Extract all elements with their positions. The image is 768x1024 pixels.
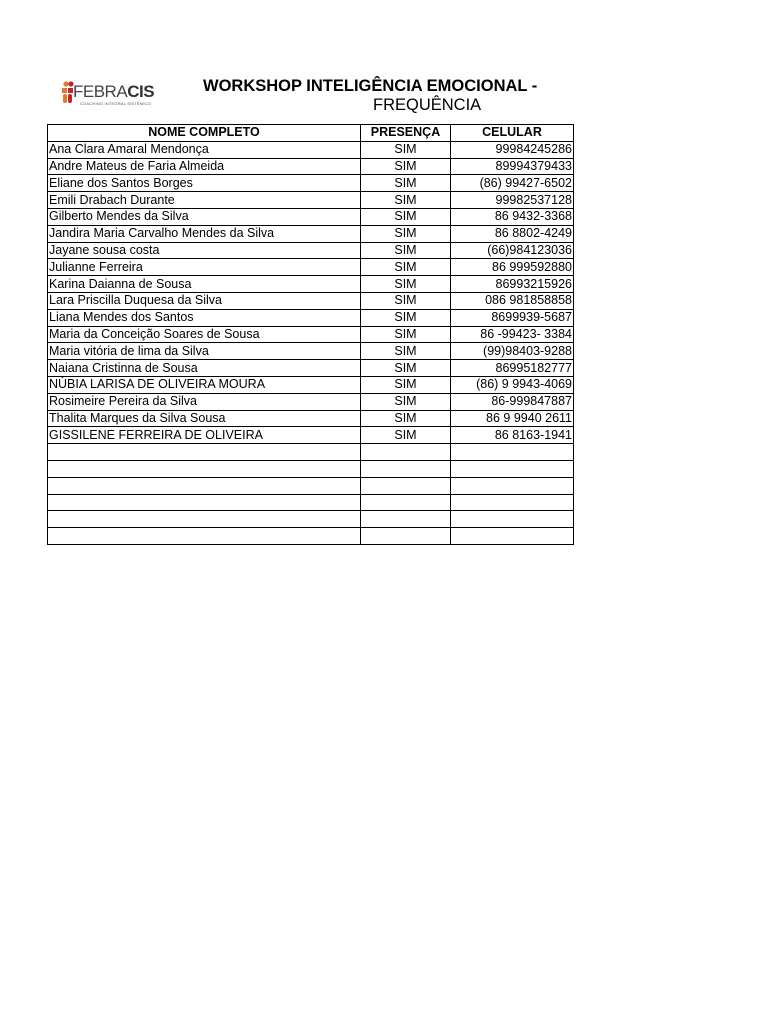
table-row-empty [48,477,574,494]
cell-phone: (86) 99427-6502 [451,175,574,192]
cell-name: Lara Priscilla Duquesa da Silva [48,292,361,309]
cell-phone: 99984245286 [451,141,574,158]
table-row-empty [48,444,574,461]
cell-phone: (99)98403-9288 [451,343,574,360]
cell-presence: SIM [361,292,451,309]
cell-phone: 86 999592880 [451,259,574,276]
cell-phone [451,528,574,545]
cell-presence: SIM [361,343,451,360]
table-row-empty [48,494,574,511]
cell-name: GISSILENE FERREIRA DE OLIVEIRA [48,427,361,444]
cell-phone: 86 8802-4249 [451,225,574,242]
febracis-logo [60,80,170,110]
table-header-row [48,125,574,142]
cell-phone [451,477,574,494]
cell-phone [451,511,574,528]
cell-phone [451,494,574,511]
page-subtitle: FREQUÊNCIA [373,96,482,114]
cell-name [48,460,361,477]
table-row-empty [48,511,574,528]
cell-name: Ana Clara Amaral Mendonça [48,141,361,158]
cell-presence: SIM [361,410,451,427]
cell-presence: SIM [361,242,451,259]
header-presenca: PRESENÇA [361,125,451,142]
cell-name: Thalita Marques da Silva Sousa [48,410,361,427]
cell-presence: SIM [361,276,451,293]
cell-presence: SIM [361,326,451,343]
cell-phone: 89994379433 [451,158,574,175]
header-celular: CELULAR [451,125,574,142]
table-row [48,376,574,393]
table-row [48,393,574,410]
cell-name: Rosimeire Pereira da Silva [48,393,361,410]
cell-phone: 86993215926 [451,276,574,293]
cell-presence: SIM [361,259,451,276]
table-row [48,309,574,326]
table-row [48,141,574,158]
table-row [48,225,574,242]
cell-presence: SIM [361,208,451,225]
logo-brand-bold: CIS [127,82,155,101]
cell-presence: SIM [361,427,451,444]
cell-presence [361,511,451,528]
table-row-empty [48,528,574,545]
header-nome-completo: NOME COMPLETO [48,125,361,142]
cell-name [48,444,361,461]
cell-phone: 86995182777 [451,360,574,377]
cell-phone: 86 9 9940 2611 [451,410,574,427]
table-row [48,242,574,259]
table-row [48,192,574,209]
cell-phone: (66)984123036 [451,242,574,259]
cell-name: Eliane dos Santos Borges [48,175,361,192]
cell-presence [361,444,451,461]
table-row [48,292,574,309]
cell-name: Andre Mateus de Faria Almeida [48,158,361,175]
cell-name: Maria vitória de lima da Silva [48,343,361,360]
table-row [48,360,574,377]
cell-presence: SIM [361,225,451,242]
cell-phone: 8699939-5687 [451,309,574,326]
cell-presence: SIM [361,309,451,326]
table-row-empty [48,460,574,477]
table-row [48,343,574,360]
cell-name [48,511,361,528]
cell-name: Naiana Cristinna de Sousa [48,360,361,377]
page-title: WORKSHOP INTELIGÊNCIA EMOCIONAL - [203,77,538,95]
table-row [48,175,574,192]
cell-presence: SIM [361,393,451,410]
cell-phone: 86 -99423- 3384 [451,326,574,343]
cell-name: Karina Daianna de Sousa [48,276,361,293]
attendance-table [47,124,574,545]
cell-presence [361,460,451,477]
cell-presence: SIM [361,141,451,158]
cell-presence: SIM [361,175,451,192]
cell-name: NÚBIA LARISA DE OLIVEIRA MOURA [48,376,361,393]
cell-name [48,494,361,511]
logo-wordmark [73,82,154,102]
table-row [48,410,574,427]
cell-phone: 86 8163-1941 [451,427,574,444]
table-row [48,326,574,343]
cell-phone: 99982537128 [451,192,574,209]
cell-presence: SIM [361,158,451,175]
table-row [48,259,574,276]
table-row [48,427,574,444]
table-row [48,158,574,175]
cell-name: Gilberto Mendes da Silva [48,208,361,225]
cell-name: Julianne Ferreira [48,259,361,276]
cell-name: Jandira Maria Carvalho Mendes da Silva [48,225,361,242]
cell-name: Maria da Conceição Soares de Sousa [48,326,361,343]
cell-phone [451,444,574,461]
cell-name [48,528,361,545]
cell-presence [361,494,451,511]
table-row [48,276,574,293]
cell-phone: 086 981858858 [451,292,574,309]
logo-brand-light: FEBRA [73,82,128,101]
cell-name [48,477,361,494]
cell-phone: 86 9432-3368 [451,208,574,225]
cell-name: Jayane sousa costa [48,242,361,259]
cell-phone: 86-999847887 [451,393,574,410]
cell-presence [361,528,451,545]
cell-presence [361,477,451,494]
cell-name: Liana Mendes dos Santos [48,309,361,326]
cell-presence: SIM [361,376,451,393]
cell-phone [451,460,574,477]
cell-presence: SIM [361,360,451,377]
table-row [48,208,574,225]
cell-presence: SIM [361,192,451,209]
cell-name: Emili Drabach Durante [48,192,361,209]
cell-phone: (86) 9 9943-4069 [451,376,574,393]
logo-tagline: COACHING INTEGRAL SISTÊMICO [80,101,152,106]
